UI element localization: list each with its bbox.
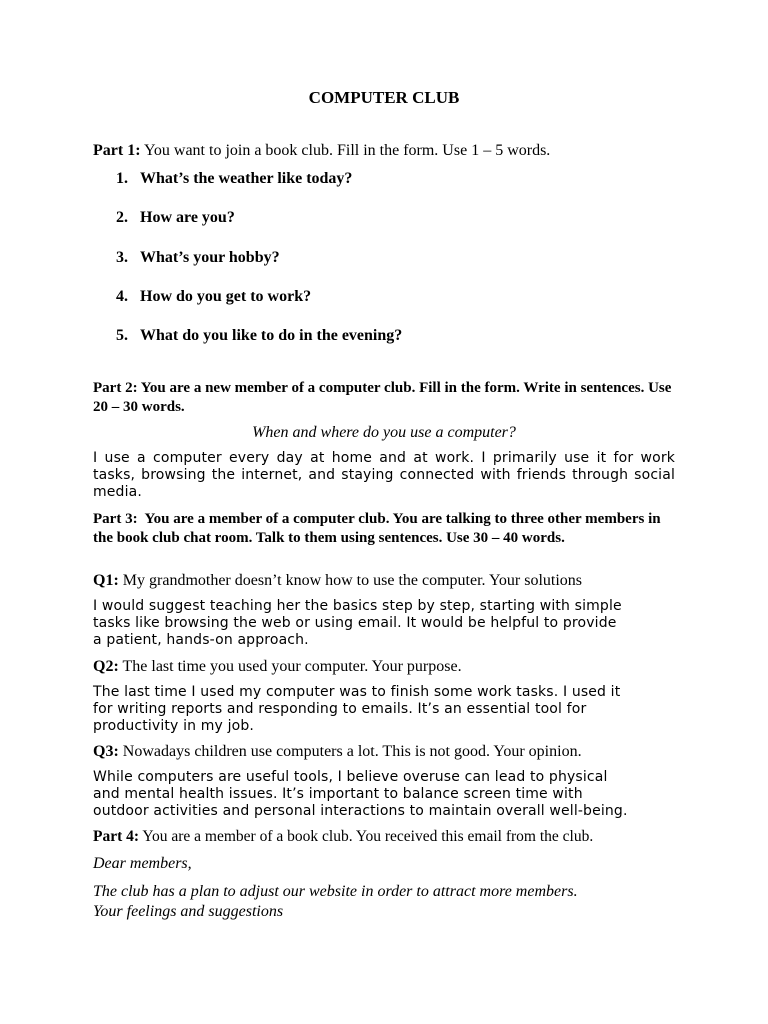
- part1-instruction: [93, 142, 675, 160]
- part3-label: Part 3:: [93, 511, 138, 527]
- list-item: 3. What’s your hobby?: [116, 248, 280, 266]
- part2-instruction-text: You are a new member of a computer club. Fill in the form. Write in sentences. Use 20 – 30 words.: [93, 380, 672, 415]
- list-item: 1. What’s the weather like today?: [116, 170, 353, 187]
- part2-answer: I use a computer every day at home and at work. I primarily use it for work tasks, browsing the internet, and staying connected with friends through social media.: [93, 450, 675, 500]
- part1-instruction-text: You want to join a book club. Fill in the form. Use 1 – 5 words.: [143, 142, 551, 159]
- q3-label: Q3:: [93, 743, 119, 760]
- part4-label: Part 4:: [93, 828, 140, 845]
- email-body: The club has a plan to adjust our website in order to attract more members. Your feelings and suggestions: [93, 883, 578, 920]
- part2-instruction: [93, 379, 675, 417]
- q1-text: My grandmother doesn’t know how to use the computer. Your solutions: [122, 572, 583, 589]
- part1-question-list: [116, 169, 402, 365]
- q1-label: Q1:: [93, 572, 119, 589]
- part3-q2: [93, 658, 675, 676]
- q2-text: The last time you used your computer. Your purpose.: [122, 658, 462, 675]
- list-item: 5. What do you like to do in the evening?: [116, 327, 403, 345]
- page-title: COMPUTER CLUB: [308, 88, 460, 107]
- part4-instruction: [93, 828, 675, 846]
- part3-instruction: [93, 510, 675, 547]
- part3-a1: I would suggest teaching her the basics step by step, starting with simple tasks like browsing the web or using email. It would be helpful to provide a patient, hands-on approach.: [93, 598, 622, 648]
- list-item: 4. How do you get to work?: [116, 287, 312, 305]
- part3-a2: The last time I used my computer was to finish some work tasks. I used it for writing reports and responding to emails. It’s an essential tool for productivity in my job.: [93, 684, 621, 734]
- part4-instruction-text: You are a member of a book club. You received this email from the club.: [142, 828, 594, 845]
- q2-label: Q2:: [93, 658, 119, 675]
- part1-label: Part 1:: [93, 142, 141, 159]
- part3-a3: While computers are useful tools, I believe overuse can lead to physical and mental health issues. It’s important to balance screen time with outdoor activities and personal interactions to maintain overall well-being.: [93, 769, 628, 819]
- part3-q3: [93, 743, 675, 761]
- q3-text: Nowadays children use computers a lot. This is not good. Your opinion.: [122, 743, 582, 760]
- part3-q1: [93, 572, 675, 590]
- part2-question: When and where do you use a computer?: [252, 424, 516, 441]
- list-item: 2. How are you?: [116, 209, 235, 227]
- part2-label: Part 2:: [93, 380, 138, 396]
- email-greeting: Dear members,: [93, 855, 192, 872]
- part3-instruction-text: You are a member of a computer club. You are talking to three other members in the book club chat room. Talk to them using sentences. Use 30 – 40 words.: [93, 511, 661, 546]
